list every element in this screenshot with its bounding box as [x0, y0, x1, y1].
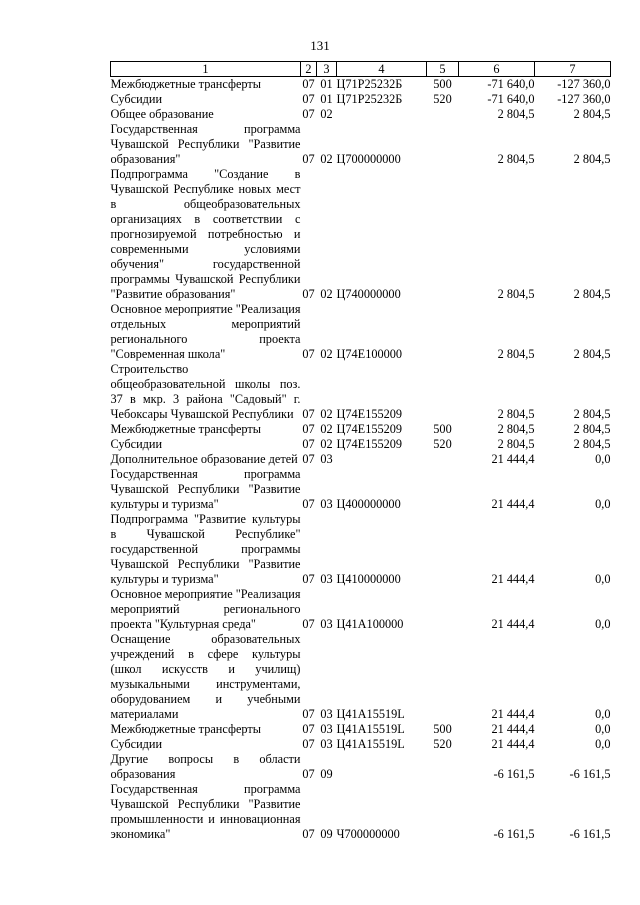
amount-year-1: 2 804,5: [497, 107, 535, 121]
column-header: 7: [535, 62, 611, 77]
subsection-code: 03: [320, 617, 333, 631]
header-row: [111, 62, 611, 77]
column-header: 2: [301, 62, 317, 77]
subsection-code: 02: [320, 422, 333, 436]
subsection-code: 03: [320, 572, 333, 586]
item-name: Межбюджетные трансферты: [110, 422, 262, 436]
item-name: Дополнительное образование детей: [110, 452, 298, 466]
amount-year-2: 2 804,5: [573, 437, 611, 451]
table-row: [111, 722, 611, 737]
item-name: Другие вопросы в области образования: [110, 752, 301, 781]
subsection-code: 02: [320, 437, 333, 451]
expense-type-code: [427, 467, 459, 512]
table-row: [111, 587, 611, 632]
item-name: Межбюджетные трансферты: [110, 77, 262, 91]
amount-year-1: 21 444,4: [491, 497, 535, 511]
target-article-code: Ц700000000: [336, 152, 401, 166]
target-article-code: [337, 452, 427, 467]
amount-year-1: -6 161,5: [493, 827, 535, 841]
expense-type-code: [427, 362, 459, 422]
target-article-code: Ц74Е100000: [336, 347, 403, 361]
table-row: [111, 632, 611, 722]
column-header: 1: [111, 62, 301, 77]
table-row: [111, 737, 611, 752]
section-code: 07: [302, 497, 315, 511]
target-article-code: Ч700000000: [336, 827, 400, 841]
item-name: Субсидии: [110, 437, 163, 451]
amount-year-2: 0,0: [595, 572, 611, 586]
expense-type-code: 500: [433, 77, 452, 91]
target-article-code: [337, 107, 427, 122]
table-row: [111, 452, 611, 467]
table-row: [111, 422, 611, 437]
item-name: Оснащение образовательных учреждений в сфере культуры (школ искусств и училищ) музыкальными инструментами, оборудованием и учебными материалами: [110, 632, 301, 721]
section-code: 07: [302, 767, 315, 781]
subsection-code: 02: [320, 347, 333, 361]
amount-year-2: 2 804,5: [573, 347, 611, 361]
amount-year-1: -71 640,0: [487, 92, 535, 106]
expense-type-code: [427, 512, 459, 587]
target-article-code: Ц74Е155209: [336, 407, 403, 421]
subsection-code: 03: [320, 737, 333, 751]
subsection-code: 09: [320, 827, 333, 841]
section-code: 07: [302, 572, 315, 586]
amount-year-2: 0,0: [595, 722, 611, 736]
section-code: 07: [302, 737, 315, 751]
table-row: [111, 167, 611, 302]
table-row: [111, 782, 611, 842]
section-code: 07: [302, 707, 315, 721]
target-article-code: Ц400000000: [336, 497, 401, 511]
target-article-code: Ц740000000: [336, 287, 401, 301]
table-row: [111, 302, 611, 362]
expense-type-code: 500: [433, 422, 452, 436]
expense-type-code: 520: [433, 737, 452, 751]
section-code: 07: [302, 422, 315, 436]
target-article-code: Ц41А100000: [336, 617, 404, 631]
subsection-code: 03: [320, 452, 333, 466]
expense-type-code: [427, 632, 459, 722]
expense-type-code: 520: [433, 437, 452, 451]
amount-year-2: 2 804,5: [573, 152, 611, 166]
amount-year-2: 2 804,5: [573, 287, 611, 301]
table-row: [111, 467, 611, 512]
section-code: 07: [302, 77, 315, 91]
amount-year-1: 21 444,4: [491, 722, 535, 736]
expense-type-code: [427, 452, 459, 467]
subsection-code: 02: [320, 287, 333, 301]
target-article-code: Ц41А15519L: [336, 722, 405, 736]
item-name: Субсидии: [110, 92, 163, 106]
expense-type-code: [427, 167, 459, 302]
expense-type-code: 500: [433, 722, 452, 736]
amount-year-2: -6 161,5: [569, 767, 611, 781]
amount-year-1: 21 444,4: [491, 572, 535, 586]
column-header: 5: [427, 62, 459, 77]
section-code: 07: [302, 407, 315, 421]
item-name: Государственная программа Чувашской Республики "Развитие культуры и туризма": [110, 467, 301, 511]
expense-type-code: [427, 782, 459, 842]
subsection-code: 03: [320, 497, 333, 511]
item-name: Субсидии: [110, 737, 163, 751]
target-article-code: [337, 752, 427, 782]
column-header: 4: [337, 62, 427, 77]
target-article-code: Ц71Р25232Б: [336, 77, 403, 91]
expense-type-code: [427, 752, 459, 782]
table-row: [111, 362, 611, 422]
table-body: [111, 77, 611, 843]
section-code: 07: [302, 107, 315, 121]
item-name: Межбюджетные трансферты: [110, 722, 262, 736]
item-name: Государственная программа Чувашской Республики "Развитие промышленности и инновационная экономика": [110, 782, 301, 841]
amount-year-2: -127 360,0: [557, 92, 611, 106]
amount-year-1: 21 444,4: [491, 452, 535, 466]
expense-type-code: [427, 302, 459, 362]
amount-year-2: 0,0: [595, 497, 611, 511]
expense-type-code: 520: [433, 92, 452, 106]
amount-year-1: -71 640,0: [487, 77, 535, 91]
section-code: 07: [302, 617, 315, 631]
page-number: 131: [310, 38, 330, 53]
item-name: Основное мероприятие "Реализация мероприятий регионального проекта "Культурная среда": [110, 587, 301, 631]
amount-year-1: 21 444,4: [491, 707, 535, 721]
amount-year-1: 2 804,5: [497, 287, 535, 301]
item-name: Основное мероприятие "Реализация отдельных мероприятий регионального проекта "Современная школа": [110, 302, 301, 361]
amount-year-2: -6 161,5: [569, 827, 611, 841]
item-name: Строительство общеобразовательной школы поз. 37 в мкр. 3 района "Садовый" г. Чебоксары Чувашской Республики: [110, 362, 301, 421]
amount-year-1: 21 444,4: [491, 617, 535, 631]
item-name: Государственная программа Чувашской Республики "Развитие образования": [110, 122, 301, 166]
subsection-code: 03: [320, 722, 333, 736]
subsection-code: 02: [320, 107, 333, 121]
column-header: 6: [459, 62, 535, 77]
section-code: 07: [302, 827, 315, 841]
section-code: 07: [302, 452, 315, 466]
amount-year-1: 2 804,5: [497, 347, 535, 361]
subsection-code: 09: [320, 767, 333, 781]
subsection-code: 02: [320, 152, 333, 166]
budget-table: [110, 61, 611, 842]
amount-year-2: 2 804,5: [573, 107, 611, 121]
amount-year-2: 2 804,5: [573, 407, 611, 421]
amount-year-2: 0,0: [595, 737, 611, 751]
subsection-code: 02: [320, 407, 333, 421]
amount-year-1: 21 444,4: [491, 737, 535, 751]
table-row: [111, 752, 611, 782]
amount-year-2: 0,0: [595, 452, 611, 466]
item-name: Общее образование: [110, 107, 214, 121]
target-article-code: Ц74Е155209: [336, 422, 403, 436]
amount-year-2: -127 360,0: [557, 77, 611, 91]
table-row: [111, 512, 611, 587]
expense-type-code: [427, 107, 459, 122]
target-article-code: Ц410000000: [336, 572, 401, 586]
table-row: [111, 107, 611, 122]
amount-year-1: 2 804,5: [497, 407, 535, 421]
subsection-code: 01: [320, 77, 333, 91]
section-code: 07: [302, 347, 315, 361]
amount-year-2: 2 804,5: [573, 422, 611, 436]
table-row: [111, 92, 611, 107]
expense-type-code: [427, 122, 459, 167]
section-code: 07: [302, 152, 315, 166]
amount-year-1: 2 804,5: [497, 152, 535, 166]
item-name: Подпрограмма "Развитие культуры в Чувашской Республике" государственной программы Чувашской Республики "Развитие культуры и туризма": [110, 512, 301, 586]
amount-year-1: 2 804,5: [497, 437, 535, 451]
target-article-code: Ц74Е155209: [336, 437, 403, 451]
section-code: 07: [302, 92, 315, 106]
section-code: 07: [302, 437, 315, 451]
column-header: 3: [317, 62, 337, 77]
amount-year-1: 2 804,5: [497, 422, 535, 436]
item-name: Подпрограмма "Создание в Чувашской Республике новых мест в общеобразовательных организациях в соответствии с прогнозируемой потребностью и современными условиями обучения" государственной программы Чувашской Республики "Развитие образования": [110, 167, 301, 301]
target-article-code: Ц41А15519L: [336, 707, 405, 721]
amount-year-2: 0,0: [595, 617, 611, 631]
section-code: 07: [302, 287, 315, 301]
section-code: 07: [302, 722, 315, 736]
amount-year-1: -6 161,5: [493, 767, 535, 781]
subsection-code: 01: [320, 92, 333, 106]
table-row: [111, 122, 611, 167]
table-row: [111, 437, 611, 452]
table-row: [111, 77, 611, 93]
target-article-code: Ц41А15519L: [336, 737, 405, 751]
amount-year-2: 0,0: [595, 707, 611, 721]
expense-type-code: [427, 587, 459, 632]
subsection-code: 03: [320, 707, 333, 721]
target-article-code: Ц71Р25232Б: [336, 92, 403, 106]
